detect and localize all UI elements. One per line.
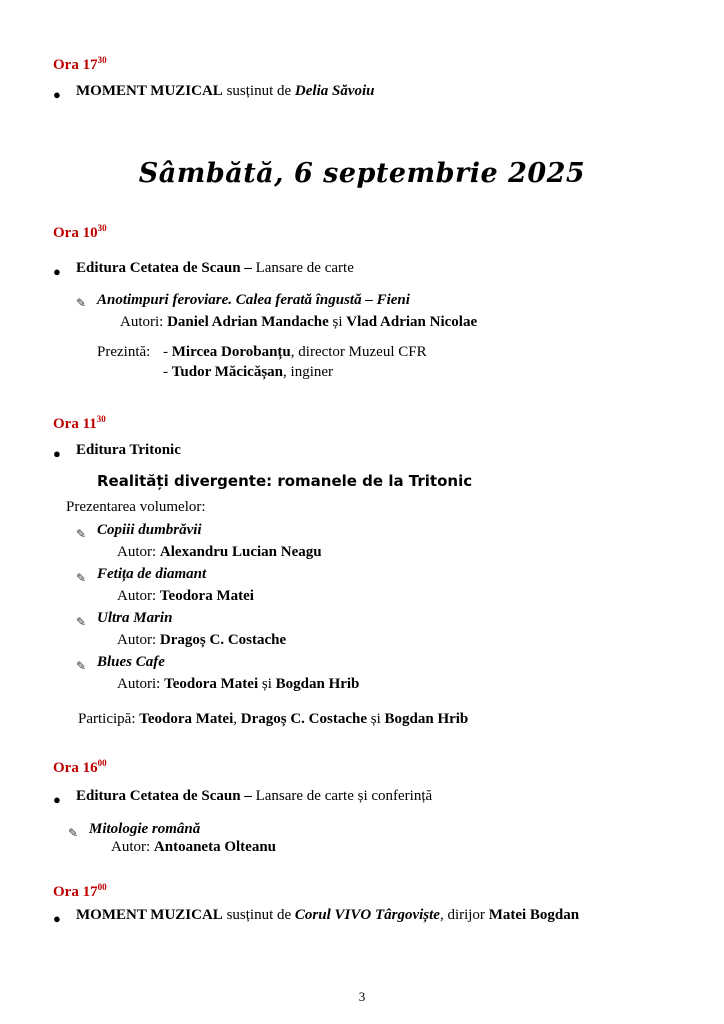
bullet: ● — [53, 264, 61, 279]
section-heading: Realități divergente: romanele de la Tritonic — [97, 472, 473, 490]
pen-icon: ✎ — [76, 296, 87, 310]
event-line: MOMENT MUZICAL susținut de Corul VIVO Târgoviște, dirijor Matei Bogdan — [76, 907, 580, 923]
pen-icon: ✎ — [76, 659, 87, 673]
bullet: ● — [53, 911, 61, 926]
book-authors: Autor: Teodora Matei — [117, 588, 254, 604]
bullet: ● — [53, 792, 61, 807]
publisher-line: Editura Cetatea de Scaun – Lansare de carte și conferință — [76, 788, 433, 804]
publisher-line: Editura Cetatea de Scaun – Lansare de carte — [76, 260, 354, 276]
bullet: ● — [53, 446, 61, 461]
intro-text: Prezentarea volumelor: — [66, 499, 206, 515]
book-authors: Autor: Dragoș C. Costache — [117, 632, 287, 648]
pen-icon: ✎ — [76, 527, 87, 541]
time-label: Ora $10^{30}$ — [53, 223, 107, 241]
book-title: Blues Cafe — [97, 654, 165, 670]
participants: Participă: Teodora Matei, Dragoș C. Costache și Bogdan Hrib — [78, 711, 469, 727]
publisher-line: Editura Tritonic — [76, 442, 181, 458]
presenter: - Tudor Măcicășan, inginer — [163, 364, 334, 380]
event-line: MOMENT MUZICAL susținut de Delia Săvoiu — [76, 83, 375, 99]
presenter: - Mircea Dorobanțu, director Muzeul CFR — [163, 344, 427, 360]
book-title: Mitologie română — [89, 821, 201, 837]
book-authors: Autor: Alexandru Lucian Neagu — [117, 544, 322, 560]
time-label: Ora $16^{00}$ — [53, 758, 107, 776]
pen-icon: ✎ — [68, 826, 79, 840]
book-title: Anotimpuri feroviare. Calea ferată îngustă – Fieni — [97, 292, 410, 308]
page-number: 3 — [358, 989, 366, 1004]
book-authors: Autor: Antoaneta Olteanu — [111, 839, 277, 855]
book-title: Ultra Marin — [97, 610, 173, 626]
book-authors: Autori: Daniel Adrian Mandache și Vlad Adrian Nicolae — [120, 314, 478, 330]
time-label: Ora $11^{30}$ — [53, 414, 106, 432]
pen-icon: ✎ — [76, 571, 87, 585]
book-title: Copiii dumbrăvii — [97, 522, 202, 538]
time-label: Ora $17^{00}$ — [53, 882, 107, 900]
pen-icon: ✎ — [76, 615, 87, 629]
book-title: Fetița de diamant — [97, 566, 207, 582]
book-authors: Autori: Teodora Matei și Bogdan Hrib — [117, 676, 360, 692]
bullet: ● — [53, 87, 61, 102]
presenters-label: Prezintă: — [97, 344, 151, 360]
time-label: Ora $17^{30}$ — [53, 55, 107, 73]
day-title: Sâmbătă, 6 septembrie 2025 — [138, 158, 586, 189]
